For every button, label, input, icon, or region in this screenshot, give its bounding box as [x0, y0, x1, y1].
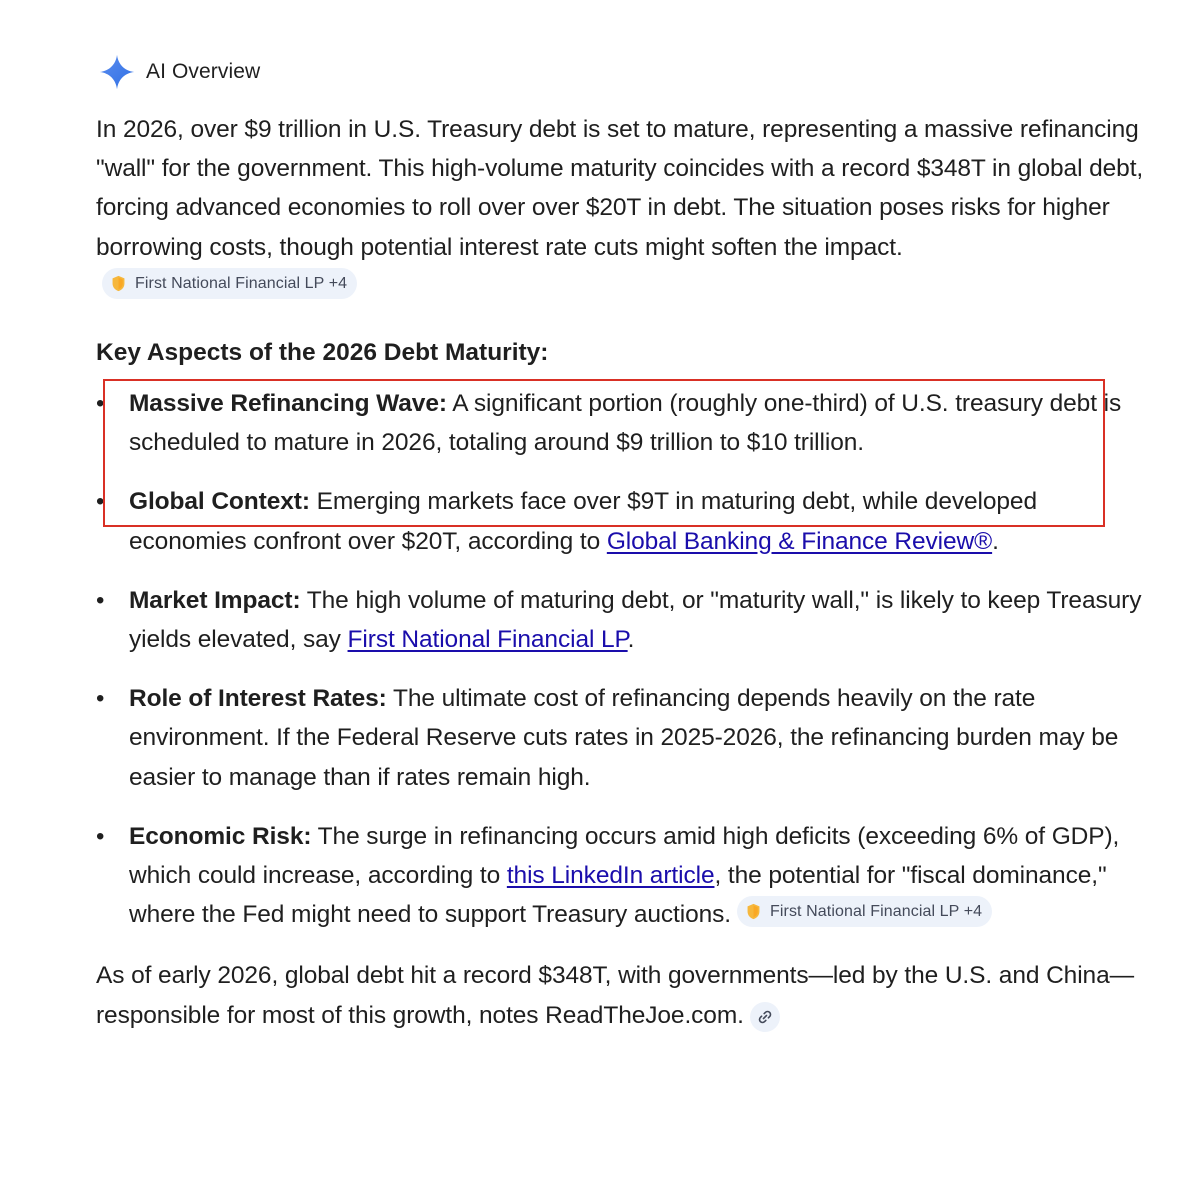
aspect-text: Emerging markets face over $9T in maturing debt, while developed economies confront over $20T, according to [129, 488, 1037, 555]
ai-overview-header [98, 52, 1146, 92]
list-item [96, 581, 1146, 659]
aspect-text-end: . [627, 626, 635, 654]
bullet: • [96, 488, 105, 516]
closing-paragraph [96, 956, 1146, 1034]
sparkle-icon [98, 53, 136, 91]
aspect-text: The ultimate cost of refinancing depends heavily on the rate environment. If the Federal Reserve cuts rates in 2025-2026, the refinancing burden may be easier to manage than if rates remain high. [129, 685, 1119, 791]
list-item [96, 817, 1146, 935]
aspect-text: The surge in refinancing occurs amid high deficits (exceeding 6% of GDP), which could increase, according to [129, 822, 1120, 890]
aspect-title: Economic Risk: [129, 822, 312, 850]
section-heading: Key Aspects of the 2026 Debt Maturity: [96, 339, 549, 367]
bullet: • [96, 685, 105, 713]
source-chip[interactable] [737, 896, 992, 927]
bullet: • [96, 390, 105, 418]
closing-text: As of early 2026, global debt hit a record $348T, with governments—led by the U.S. and China—responsible for most of this growth, notes ReadTheJoe.com. [96, 962, 1134, 1029]
aspect-title: Role of Interest Rates: [129, 685, 387, 713]
shield-icon [745, 903, 762, 920]
aspect-text: A significant portion (roughly one-third) of U.S. treasury debt is scheduled to mature in 2026, totaling around $9 trillion to $10 trillion. [129, 390, 1122, 457]
list-item [96, 482, 1146, 560]
ai-overview-panel [96, 52, 1146, 1035]
intro-paragraph [96, 110, 1146, 306]
source-link-first-national[interactable]: First National Financial LP [347, 626, 628, 654]
bullet: • [96, 822, 105, 850]
aspect-text-end: . [992, 527, 999, 555]
intro-text: In 2026, over $9 trillion in U.S. Treasury debt is set to mature, representing a massive refinancing "wall" for the government. This high-volume maturity coincides with a record $348T in global debt, forcing advanced economies to roll over over $20T in debt. The situation poses risks for higher borrowing costs, though potential interest rate cuts might soften the impact. [96, 116, 1144, 261]
aspect-title: Market Impact: [129, 586, 301, 614]
link-chip[interactable] [750, 1002, 780, 1032]
link-icon [757, 1009, 773, 1025]
ai-overview-title: AI Overview [146, 60, 261, 83]
source-link-linkedin[interactable]: this LinkedIn article [506, 862, 715, 890]
aspect-text-end: , the potential for "fiscal dominance," where the Fed might need to support Treasury auctions. [129, 862, 1107, 929]
source-link-global-banking[interactable]: Global Banking & Finance Review® [606, 527, 993, 555]
list-item [96, 384, 1146, 462]
source-chip[interactable] [102, 268, 357, 299]
aspects-list [96, 384, 1146, 934]
aspect-title: Massive Refinancing Wave: [129, 390, 447, 418]
bullet: • [96, 586, 105, 614]
shield-icon [110, 275, 127, 292]
aspect-text: The high volume of maturing debt, or "maturity wall," is likely to keep Treasury yields elevated, say [129, 586, 1142, 654]
aspect-title: Global Context: [129, 488, 310, 516]
source-chip-label: First National Financial LP +4 [135, 274, 348, 292]
list-item [96, 679, 1146, 797]
source-chip-label: First National Financial LP +4 [770, 903, 983, 921]
